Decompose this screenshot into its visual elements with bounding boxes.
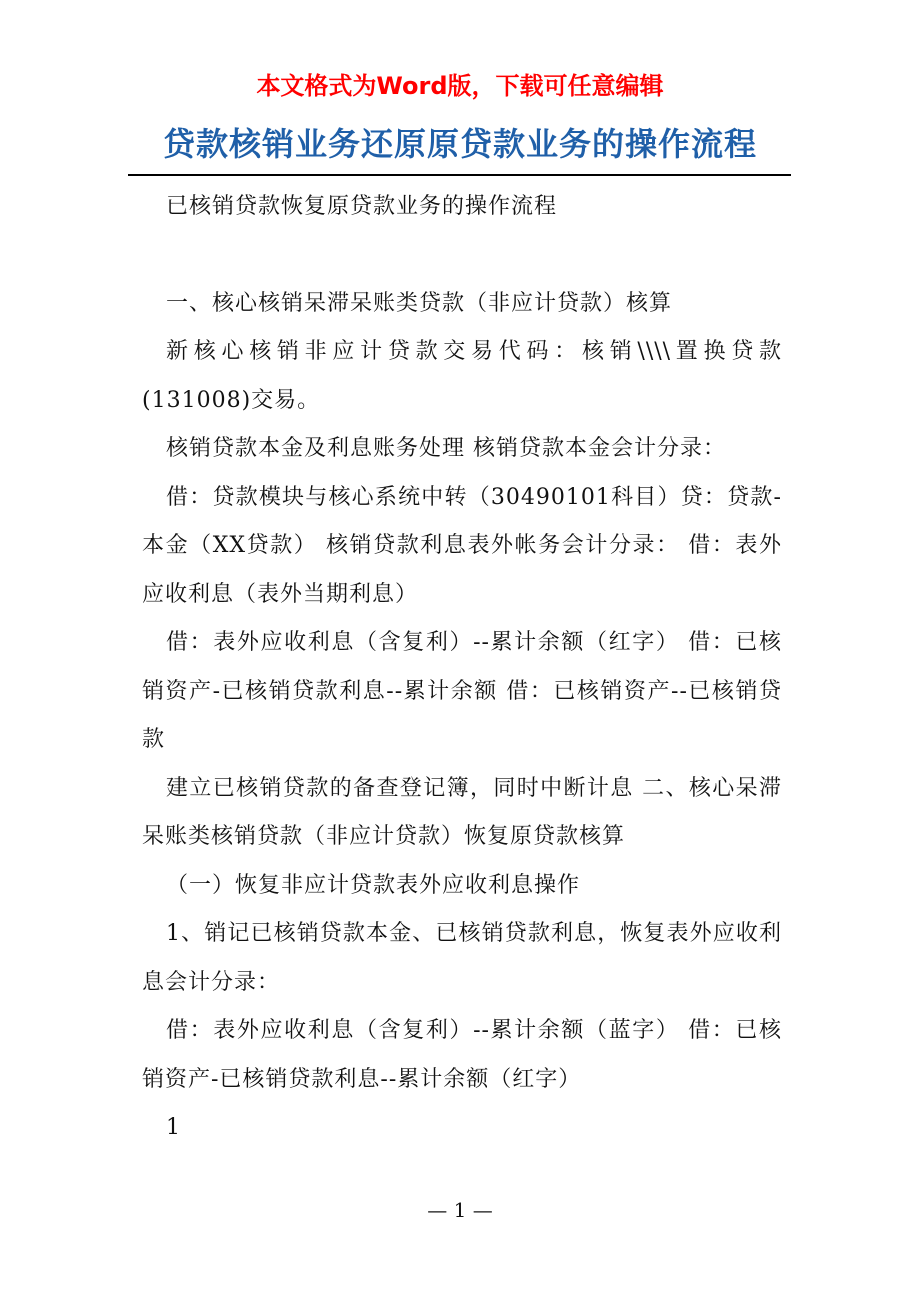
page-number: — 1 — bbox=[427, 1198, 493, 1222]
paragraph: （一）恢复非应计贷款表外应收利息操作 bbox=[166, 872, 581, 898]
paragraph: 借：表外应收利息（含复利）--累计余额（红字） 借：已核销资产-已核销贷款利息--累计余额 借：已核销资产--已核销贷款 bbox=[142, 630, 782, 752]
paragraph-subtitle: 已核销贷款恢复原贷款业务的操作流程 bbox=[166, 194, 558, 219]
word-format-notice: 本文格式为Word版，下载可任意编辑 bbox=[256, 72, 664, 100]
paragraph: 一、核心核销呆滞呆账类贷款（非应计贷款）核算 bbox=[166, 290, 673, 316]
document-body bbox=[142, 183, 782, 1153]
paragraph: 借：贷款模块与核心系统中转（30490101科目）贷：贷款-本金（XX贷款） 核销贷款利息表外帐务会计分录： 借：表外应收利息（表外当期利息） bbox=[142, 484, 782, 607]
paragraph: 借：表外应收利息（含复利）--累计余额（蓝字） 借：已核销资产-已核销贷款利息--累计余额（红字） bbox=[142, 1018, 782, 1092]
blank-line bbox=[142, 232, 782, 280]
paragraph: 新核心核销非应计贷款交易代码：核销\\\\置换贷款(131008)交易。 bbox=[142, 339, 782, 413]
paragraph: 建立已核销贷款的备查登记簿，同时中断计息 二、核心呆滞呆账类核销贷款（非应计贷款）恢复原贷款核算 bbox=[142, 775, 782, 849]
document-title: 贷款核销业务还原原贷款业务的操作流程 bbox=[162, 125, 757, 163]
paragraph: 核销贷款本金及利息账务处理 核销贷款本金会计分录： bbox=[166, 436, 726, 461]
paragraph: 1、销记已核销贷款本金、已核销贷款利息，恢复表外应收利息会计分录： bbox=[142, 921, 782, 995]
title-divider bbox=[128, 174, 791, 176]
paragraph: 1 bbox=[166, 1115, 181, 1140]
